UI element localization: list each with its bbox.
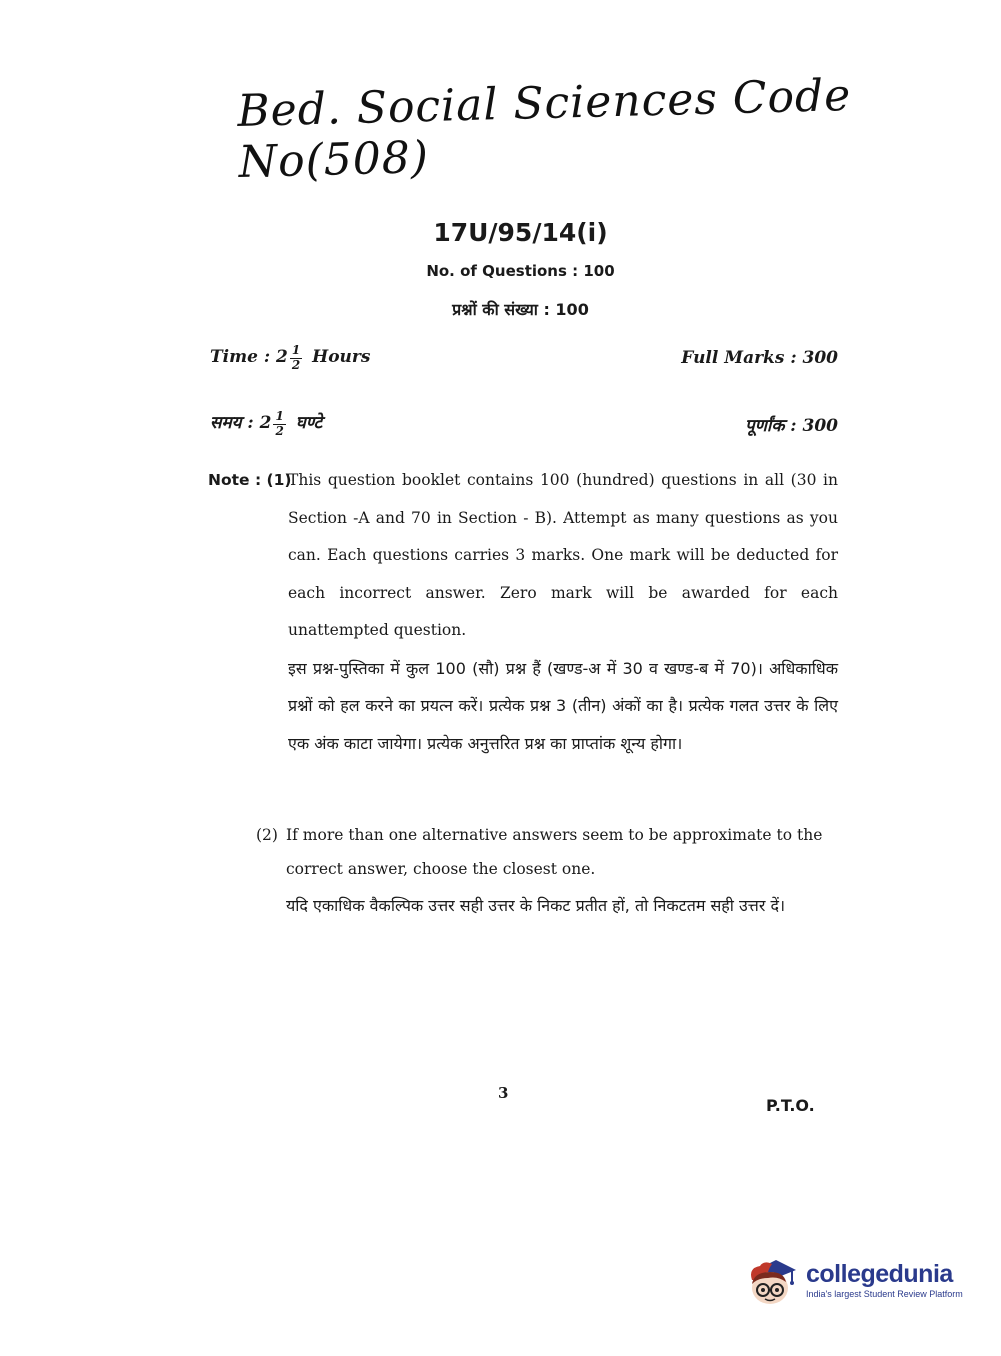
collegedunia-logo — [742, 1250, 972, 1310]
time-en-label: Time : 2 — [210, 347, 288, 368]
note-item-2-hindi: यदि एकाधिक वैकल्पिक उत्तर सही उत्तर के निकट प्रतीत हों, तो निकटतम सही उत्तर दें। — [286, 896, 786, 915]
fraction-numerator: 1 — [291, 343, 301, 358]
time-en — [210, 344, 370, 371]
logo-tagline: India's largest Student Review Platform — [806, 1289, 963, 1299]
time-hi-unit: घण्टे — [295, 413, 323, 434]
time-en-unit: Hours — [312, 347, 371, 368]
logo-text — [806, 1260, 963, 1300]
full-marks-hi: पूर्णांक : 300 — [744, 415, 838, 436]
full-marks-en: Full Marks : 300 — [681, 348, 838, 368]
collegedunia-mascot-icon — [742, 1250, 802, 1310]
logo-name: collegedunia — [806, 1260, 953, 1288]
note-label-text: Note : — [208, 471, 262, 489]
note-item-1-hindi: इस प्रश्न-पुस्तिका में कुल 100 (सौ) प्रश्न हैं (खण्ड-अ में 30 व खण्ड-ब में 70)। अधिकाधिक प्रश्नों को हल करने का प्रयत्न करें। प्रत्येक प्रश्न 3 (तीन) अंकों का है। प्रत्येक गलत उत्तर के लिए एक अंक काटा जायेगा। प्रत्येक अनुत्तरित प्रश्न का प्राप्तांक शून्य होगा। — [288, 658, 838, 753]
pto-label: P.T.O. — [766, 1096, 815, 1115]
fraction-denominator: 2 — [291, 357, 301, 372]
time-marks-row-hi — [210, 404, 838, 444]
time-en-fraction — [290, 344, 302, 371]
note-label — [208, 462, 292, 500]
number-of-questions-en: No. of Questions : 100 — [426, 262, 615, 280]
number-of-questions-hi: प्रश्नों की संख्या : 100 — [452, 300, 589, 319]
note-item-1-english: This question booklet contains 100 (hundred) questions in all (30 in Section -A and 70 in Section - B). Attempt as many questions as you can. Each questions carries 3 marks. One mark will be deducted for each incorrect answer. Zero mark will be awarded for each unattempted question. — [288, 471, 838, 639]
note-item-1-number: (1) — [266, 471, 292, 489]
time-marks-row-en — [210, 338, 838, 378]
page-number: 3 — [498, 1084, 509, 1102]
note-item-2 — [256, 818, 838, 924]
note-item-1 — [208, 462, 838, 762]
handwritten-header: Bed. Social Sciences Code No(508) — [236, 69, 852, 188]
fraction-denominator: 2 — [275, 423, 284, 438]
note-item-2-number: (2) — [256, 826, 278, 844]
fraction-numerator: 1 — [275, 409, 284, 424]
time-hi — [210, 410, 322, 437]
paper-code: 17U/95/14(i) — [433, 218, 608, 247]
time-hi-label: समय : 2 — [210, 413, 272, 434]
time-hi-fraction — [273, 410, 285, 437]
note-item-2-english: If more than one alternative answers seem to be approximate to the correct answer, choose the closest one. — [286, 826, 823, 878]
